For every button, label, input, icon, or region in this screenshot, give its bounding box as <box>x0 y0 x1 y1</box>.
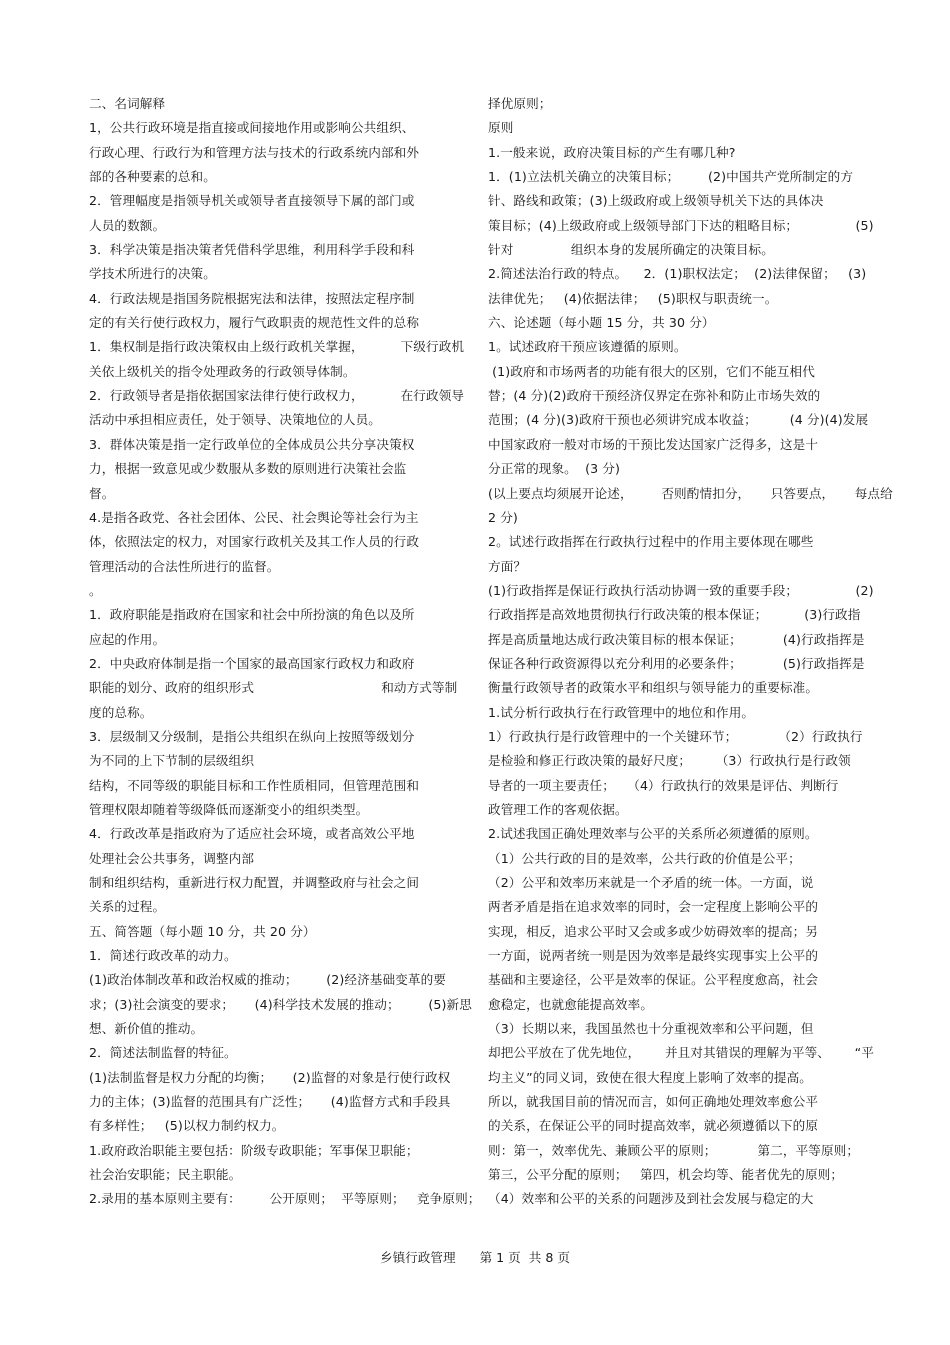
text-line: （2）公平和效率历来就是一个矛盾的统一体。一方面，说 <box>488 875 814 890</box>
text-line: 基础和主要途径，公平是效率的保证。公平程度愈高，社会 <box>488 972 819 988</box>
text-line: 职能的划分、政府的组织形式 和动方式等制 <box>89 680 458 696</box>
text-line: 范围；(4 分)(3)政府干预也必须讲究成本收益； (4 分)(4)发展 <box>488 412 869 428</box>
text-line: 1）行政执行是行政管理中的一个关键环节； （2）行政执行 <box>488 728 863 744</box>
text-line: (1)法制监督是权力分配的均衡； (2)监督的对象是行使行政权 <box>89 1069 451 1085</box>
text-line: 2.试述我国正确处理效率与公平的关系所必须遵循的原则。 <box>488 826 818 842</box>
text-line: 。 <box>89 582 102 598</box>
text-line: 学技术所进行的决策。 <box>89 266 216 282</box>
text-line: 4．行政法规是指国务院根据宪法和法律，按照法定程序制 <box>89 290 415 306</box>
text-line: 2.录用的基本原则主要有： 公开原则； 平等原则； 竞争原则； <box>89 1191 481 1207</box>
text-line: 2 分) <box>488 509 518 525</box>
text-line: 中国家政府一般对市场的干预比发达国家广泛得多，这是十 <box>488 436 819 452</box>
text-line: 3．科学决策是指决策者凭借科学思维，利用科学手段和科 <box>89 242 415 258</box>
text-line: 2．中央政府体制是指一个国家的最高国家行政权力和政府 <box>89 655 415 671</box>
text-line: 1．简述行政改革的动力。 <box>89 948 237 964</box>
text-line: 方面？ <box>488 558 527 574</box>
text-line: 求；(3)社会演变的要求； (4)科学技术发展的推动； (5)新思 <box>89 996 472 1012</box>
text-line: 力的主体；(3)监督的范围具有广泛性； (4)监督方式和手段具 <box>89 1094 451 1110</box>
text-line: 1.政府政治职能主要包括：阶级专政职能；军事保卫职能； <box>89 1142 419 1158</box>
text-line: 管理活动的合法性所进行的监督。 <box>89 558 280 574</box>
text-line: 部的各种要素的总和。 <box>89 169 216 185</box>
text-line: 1．政府职能是指政府在国家和社会中所扮演的角色以及所 <box>89 607 415 623</box>
text-line: 处理社会公共事务，调整内部 <box>89 850 255 866</box>
text-line: 有多样性； (5)以权力制约权力。 <box>89 1118 285 1134</box>
text-line: 1.一般来说，政府决策目标的产生有哪几种? <box>488 144 736 160</box>
right-text-column <box>488 92 893 1212</box>
text-line: 替；(4 分)(2)政府干预经济仅界定在弥补和防止市场失效的 <box>488 388 821 404</box>
text-line: 第三，公平分配的原则； 第四，机会均等、能者优先的原则； <box>488 1167 844 1183</box>
text-line: 1，公共行政环境是指直接或间接地作用或影响公共组织、 <box>89 120 415 136</box>
text-line: 行政指挥是高效地贯彻执行行政决策的根本保证； (3)行政指 <box>488 607 861 623</box>
text-line: 1.试分析行政执行在行政管理中的地位和作用。 <box>488 704 755 720</box>
text-line: 是检验和修正行政决策的最好尺度； （3）行政执行是行政领 <box>488 753 851 769</box>
text-line: 分正常的现象。 (3 分) <box>488 461 620 477</box>
text-line: 定的有关行使行政权力，履行气政职责的规范性文件的总称 <box>89 315 420 331</box>
text-line: 4.是指各政党、各社会团体、公民、社会舆论等社会行为主 <box>89 509 419 525</box>
text-line: 制和组织结构，重新进行权力配置，并调整政府与社会之间 <box>89 875 420 890</box>
text-line: 则：第一，效率优先、兼顾公平的原则； 第二，平等原则； <box>488 1142 860 1158</box>
text-line: 关系的过程。 <box>89 899 166 915</box>
text-line: 2．管理幅度是指领导机关或领导者直接领导下属的部门或 <box>89 193 415 209</box>
left-text-column <box>89 92 481 1212</box>
text-line: 2．简述法制监督的特征。 <box>89 1045 237 1061</box>
text-line: 应起的作用。 <box>89 631 166 647</box>
text-line: 人员的数额。 <box>89 217 166 233</box>
text-line: 4．行政改革是指政府为了适应社会环境，或者高效公平地 <box>89 826 415 842</box>
text-line: 择优原则； <box>488 96 552 111</box>
text-line: 一方面，说两者统一则是因为效率是最终实现事实上公平的 <box>488 948 819 964</box>
text-line: 挥是高质量地达成行政决策目标的根本保证； (4)行政指挥是 <box>488 631 865 647</box>
text-line: 六、论述题（每小题 15 分，共 30 分） <box>488 315 715 331</box>
text-line: （1）公共行政的目的是效率，公共行政的价值是公平； <box>488 850 801 866</box>
text-line: 愈稳定，也就愈能提高效率。 <box>488 996 654 1012</box>
text-line: 关依上级机关的指令处理政务的行政领导体制。 <box>89 363 356 379</box>
text-line: 想、新价值的推动。 <box>89 1021 204 1037</box>
text-line: 2。试述行政指挥在行政执行过程中的作用主要体现在哪些 <box>488 534 814 550</box>
text-line: 1．(1)立法机关确立的决策目标； (2)中国共产党所制定的方 <box>488 169 854 185</box>
text-line: 1．集权制是指行政决策权由上级行政机关掌握， 下级行政机 <box>89 339 465 355</box>
text-line: 社会治安职能；民主职能。 <box>89 1167 242 1183</box>
text-line: 二、名词解释 <box>89 96 166 111</box>
text-line: 2.简述法治行政的特点。 2．(1)职权法定； (2)法律保留； (3) <box>488 266 867 282</box>
text-line: 度的总称。 <box>89 704 153 720</box>
text-line: 五、简答题（每小题 10 分，共 20 分） <box>89 923 316 939</box>
text-line: 衡量行政领导者的政策水平和组织与领导能力的重要标准。 <box>488 680 819 696</box>
text-line: 两者矛盾是指在追求效率的同时，会一定程度上影响公平的 <box>488 899 819 915</box>
text-line: 活动中承担相应责任，处于领导、决策地位的人员。 <box>89 412 381 428</box>
text-line: 针、路线和政策；(3)上级政府或上级领导机关下达的具体决 <box>488 193 824 209</box>
text-line: （3）长期以来，我国虽然也十分重视效率和公平问题，但 <box>488 1021 814 1037</box>
text-line: (以上要点均须展开论述， 否则酌情扣分， 只答要点， 每点给 <box>488 485 893 501</box>
text-line: 原则 <box>488 120 514 136</box>
text-line: 2．行政领导者是指依据国家法律行使行政权力， 在行政领导 <box>89 388 465 404</box>
text-line: 体，依照法定的权力，对国家行政机关及其工作人员的行政 <box>89 534 420 550</box>
text-line: 策目标；(4)上级政府或上级领导部门下达的粗略目标； (5) <box>488 217 874 233</box>
text-line: (1)政治体制改革和政治权威的推动； (2)经济基础变革的要 <box>89 972 446 988</box>
text-line: 管理权限却随着等级降低而逐渐变小的组织类型。 <box>89 801 369 817</box>
text-line: 政管理工作的客观依据。 <box>488 801 628 817</box>
text-line: (1)行政指挥是保证行政执行活动协调一致的重要手段； (2) <box>488 582 874 598</box>
text-line: 却把公平放在了优先地位， 并且对其错误的理解为平等、 “平 <box>488 1045 874 1061</box>
text-line: 法律优先； (4)依据法律； (5)职权与职责统一。 <box>488 290 778 306</box>
text-line: 导者的一项主要责任； （4）行政执行的效果是评估、判断行 <box>488 777 839 793</box>
text-line: 3．群体决策是指一定行政单位的全体成员公共分享决策权 <box>89 436 415 452</box>
page-footer: 乡镇行政管理 第 1 页 共 8 页 <box>379 1250 570 1265</box>
text-line: 均主义”的同义词，致使在很大程度上影响了效率的提高。 <box>488 1069 812 1085</box>
text-line: 所以，就我国目前的情况而言，如何正确地处理效率愈公平 <box>488 1094 819 1110</box>
text-line: 督。 <box>89 485 115 501</box>
text-line: 行政心理、行政行为和管理方法与技术的行政系统内部和外 <box>89 144 420 160</box>
text-line: 保证各种行政资源得以充分利用的必要条件； (5)行政指挥是 <box>488 655 865 671</box>
text-line: 1。试述政府干预应该遵循的原则。 <box>488 339 687 355</box>
text-line: 为不同的上下节制的层级组织 <box>89 753 255 769</box>
text-line: （4）效率和公平的关系的问题涉及到社会发展与稳定的大 <box>488 1191 814 1207</box>
text-line: 针对 组织本身的发展所确定的决策目标。 <box>488 242 774 258</box>
text-line: 3．层级制又分级制，是指公共组织在纵向上按照等级划分 <box>89 728 415 744</box>
text-line: 力，根据一致意见或少数服从多数的原则进行决策社会监 <box>89 461 407 477</box>
text-line: 的关系，在保证公平的同时提高效率，就必须遵循以下的原 <box>488 1118 819 1134</box>
text-line: (1)政府和市场两者的功能有很大的区别，它们不能互相代 <box>488 363 815 379</box>
text-line: 结构，不同等级的职能目标和工作性质相同，但管理范围和 <box>89 777 420 793</box>
text-line: 实现，相反，追求公平时又会或多或少妨碍效率的提高；另 <box>488 923 819 939</box>
